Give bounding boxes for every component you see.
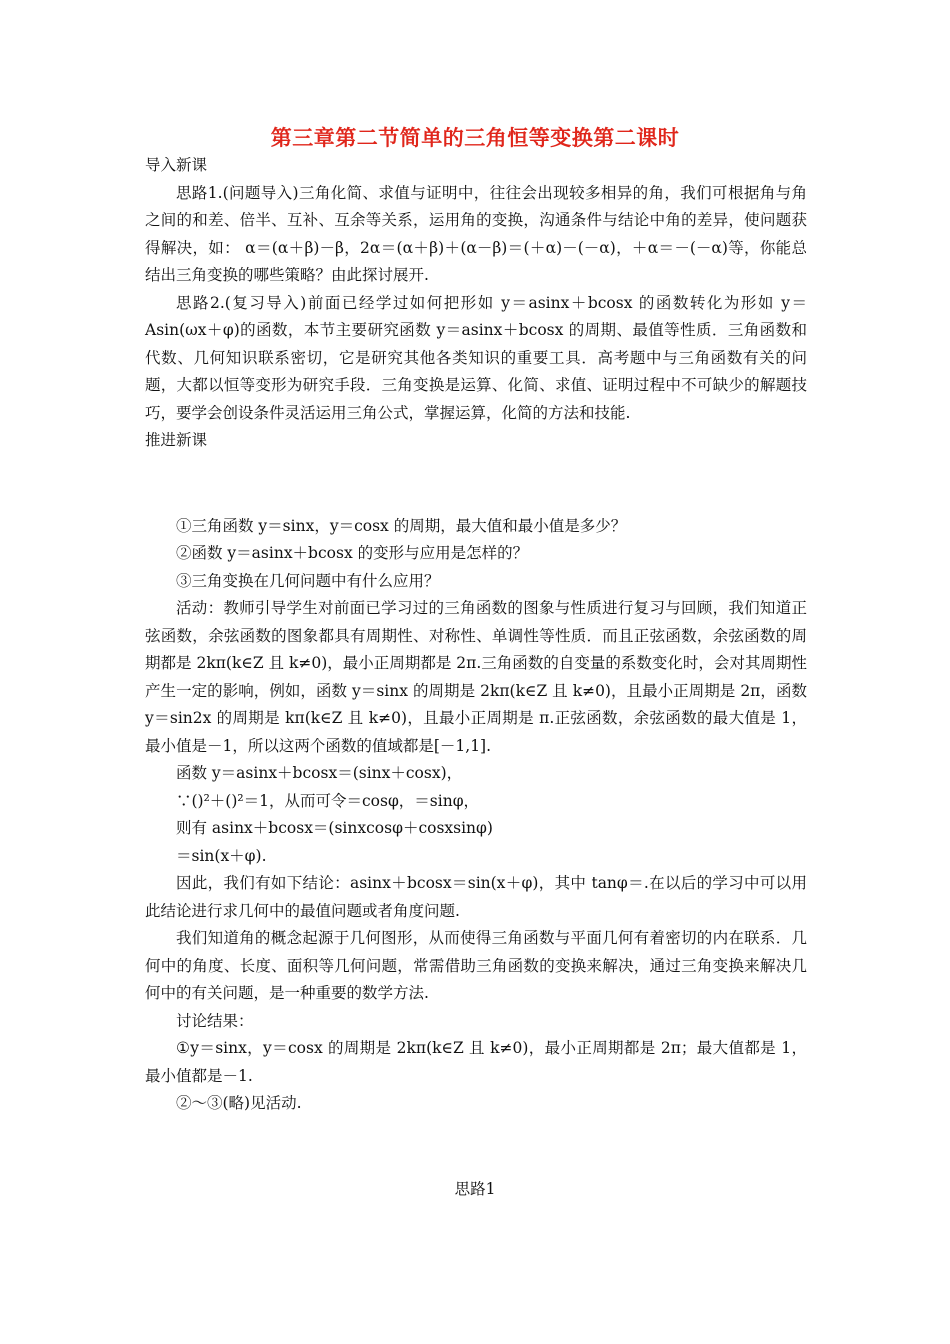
blank-gap <box>145 455 807 513</box>
section-heading: 推进新课 <box>145 431 208 449</box>
body-paragraph: ③三角变换在几何问题中有什么应用？ <box>176 571 440 590</box>
body-paragraph: ①y＝sinx，y＝cosx 的周期是 2kπ(k∈Z 且 k≠0)，最小正周期都是 2π；最大值都是 1，最小值都是－1. <box>145 1039 807 1085</box>
body-paragraph: ＝sin(x＋φ). <box>176 846 267 865</box>
body-paragraph: 活动：教师引导学生对前面已学习过的三角函数的图象与性质进行复习与回顾，我们知道正弦函数，余弦函数的图象都具有周期性、对称性、单调性等性质．而且正弦函数，余弦函数的周期都是 2kπ(k∈Z 且 k≠0)，最小正周期都是 2π.三角函数的自变量的系数变化时，会对其周期性产生一定的影响，例如，函数 y＝sinx 的周期是 2kπ(k∈Z 且 k≠0)，且最小正周期是 2π，函数 y＝sin2x 的周期是 kπ(k∈Z 且 k≠0)，且最小正周期是 π.正弦函数，余弦函数的最大值是 1，最小值是－1，所以这两个函数的值域都是[－1,1]. <box>145 599 807 755</box>
body-paragraph: 函数 y＝asinx＋bcosx＝(sinx＋cosx)， <box>176 764 463 782</box>
body-paragraph: ①三角函数 y＝sinx，y＝cosx 的周期，最大值和最小值是多少？ <box>176 516 627 535</box>
body-paragraph: 思路2.(复习导入)前面已经学过如何把形如 y＝asinx＋bcosx 的函数转化为形如 y＝Asin(ωx＋φ)的函数，本节主要研究函数 y＝asinx＋bcosx 的周期、最值等性质．三角函数和代数、几何知识联系密切，它是研究其他各类知识的重要工具．高考题中与三角函数有关的问题，大都以恒等变形为研究手段．三角变换是运算、化简、求值、证明过程中不可缺少的解题技巧，要学会创设条件灵活运用三角公式，掌握运算，化简的方法和技能. <box>145 293 807 422</box>
document-title: 第三章第二节简单的三角恒等变换第二课时 <box>270 126 680 150</box>
body-paragraph: ∵()²＋()²＝1，从而可令＝cosφ，＝sinφ， <box>176 791 480 810</box>
body-paragraph: 我们知道角的概念起源于几何图形，从而使得三角函数与平面几何有着密切的内在联系．几何中的角度、长度、面积等几何问题，常需借助三角函数的变换来解决，通过三角变换来解决几何中的有关问题，是一种重要的数学方法. <box>145 929 807 1002</box>
body-paragraph: 则有 asinx＋bcosx＝(sinxcosφ＋cosxsinφ) <box>176 819 493 837</box>
body-paragraph: 讨论结果： <box>176 1011 254 1030</box>
body-paragraph: ②～③(略)见活动. <box>176 1094 302 1112</box>
section-footer-label: 思路1 <box>454 1180 496 1198</box>
body-paragraph: 思路1.(问题导入)三角化简、求值与证明中，往往会出现较多相异的角，我们可根据角与角之间的和差、倍半、互补、互余等关系，运用角的变换，沟通条件与结论中角的差异，使问题获得解决，如： α＝(α＋β)－β，2α＝(α＋β)＋(α－β)＝(＋α)－(－α)，＋α＝－(－α)等，你能总结出三角变换的哪些策略？由此探讨展开. <box>145 183 807 284</box>
body-paragraph: 因此，我们有如下结论：asinx＋bcosx＝sin(x＋φ)，其中 tanφ＝.在以后的学习中可以用此结论进行求几何中的最值问题或者角度问题. <box>145 874 807 920</box>
body-paragraph: ②函数 y＝asinx＋bcosx 的变形与应用是怎样的？ <box>176 544 529 562</box>
document-body <box>145 152 807 1118</box>
section-heading: 导入新课 <box>145 156 208 174</box>
